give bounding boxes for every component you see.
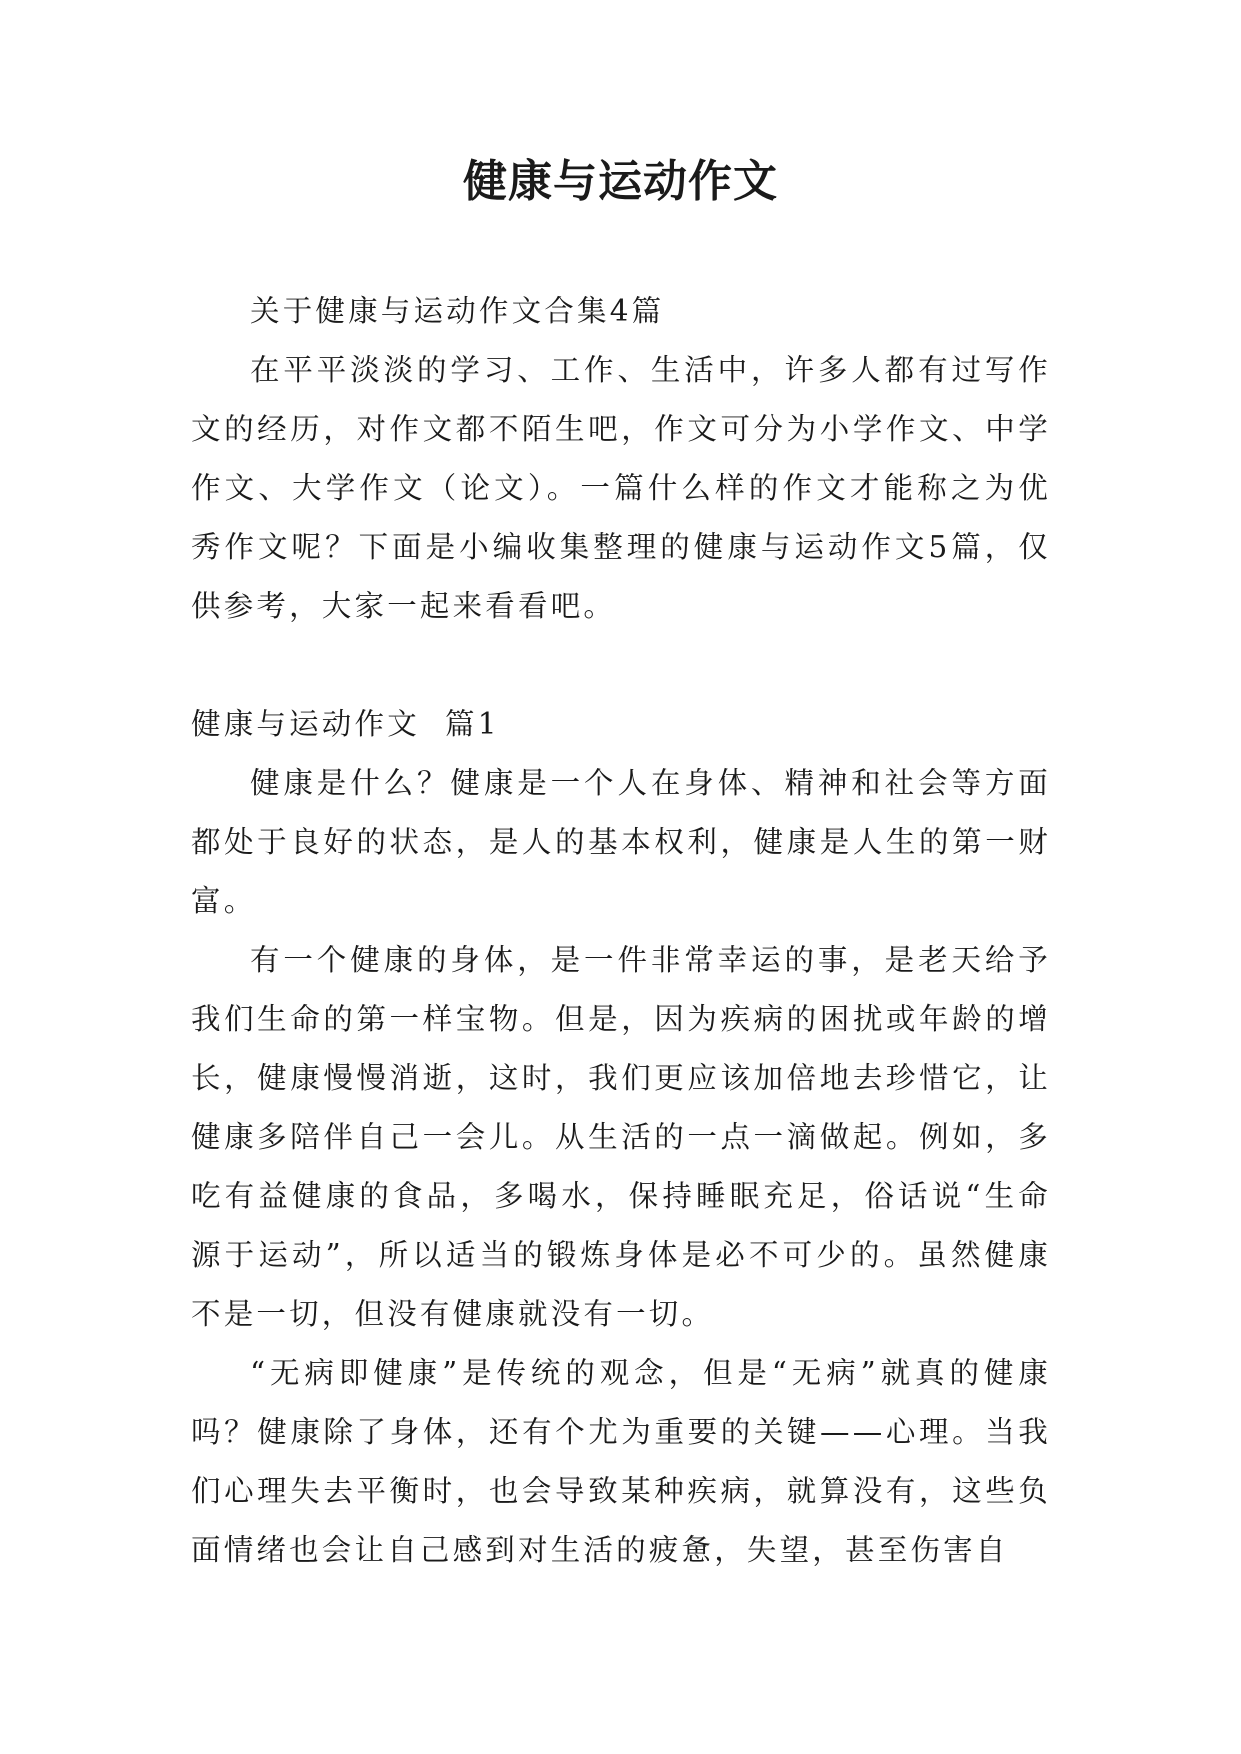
section-1-paragraph: 有一个健康的身体，是一件非常幸运的事，是老天给予我们生命的第一样宝物。但是，因为疾病的困扰或年龄的增长，健康慢慢消逝，这时，我们更应该加倍地去珍惜它，让健康多陪伴自己一会儿。从生活的一点一滴做起。例如，多吃有益健康的食品，多喝水，保持睡眠充足，俗话说“生命源于运动”，所以适当的锻炼身体是必不可少的。虽然健康不是一切，但没有健康就没有一切。 [191,943,1051,1331]
intro-paragraph: 在平平淡淡的学习、工作、生活中，许多人都有过写作文的经历，对作文都不陌生吧，作文可分为小学作文、中学作文、大学作文（论文）。一篇什么样的作文才能称之为优秀作文呢？下面是小编收集整理的健康与运动作文5篇，仅供参考，大家一起来看看吧。 [191,353,1051,623]
section-1-paragraph: “无病即健康”是传统的观念，但是“无病”就真的健康吗？健康除了身体，还有个尤为重要的关键——心理。当我们心理失去平衡时，也会导致某种疾病，就算没有，这些负面情绪也会让自己感到对生活的疲惫，失望，甚至伤害自 [191,1356,1051,1567]
document-title: 健康与运动作文 [463,156,778,207]
intro-heading: 关于健康与运动作文合集4篇 [250,294,665,328]
section-spacer [191,636,1051,695]
section-1-heading: 健康与运动作文 篇1 [191,707,500,741]
section-1-paragraph: 健康是什么？健康是一个人在身体、精神和社会等方面都处于良好的状态，是人的基本权利，健康是人生的第一财富。 [191,766,1051,918]
document-body [191,282,1051,1580]
